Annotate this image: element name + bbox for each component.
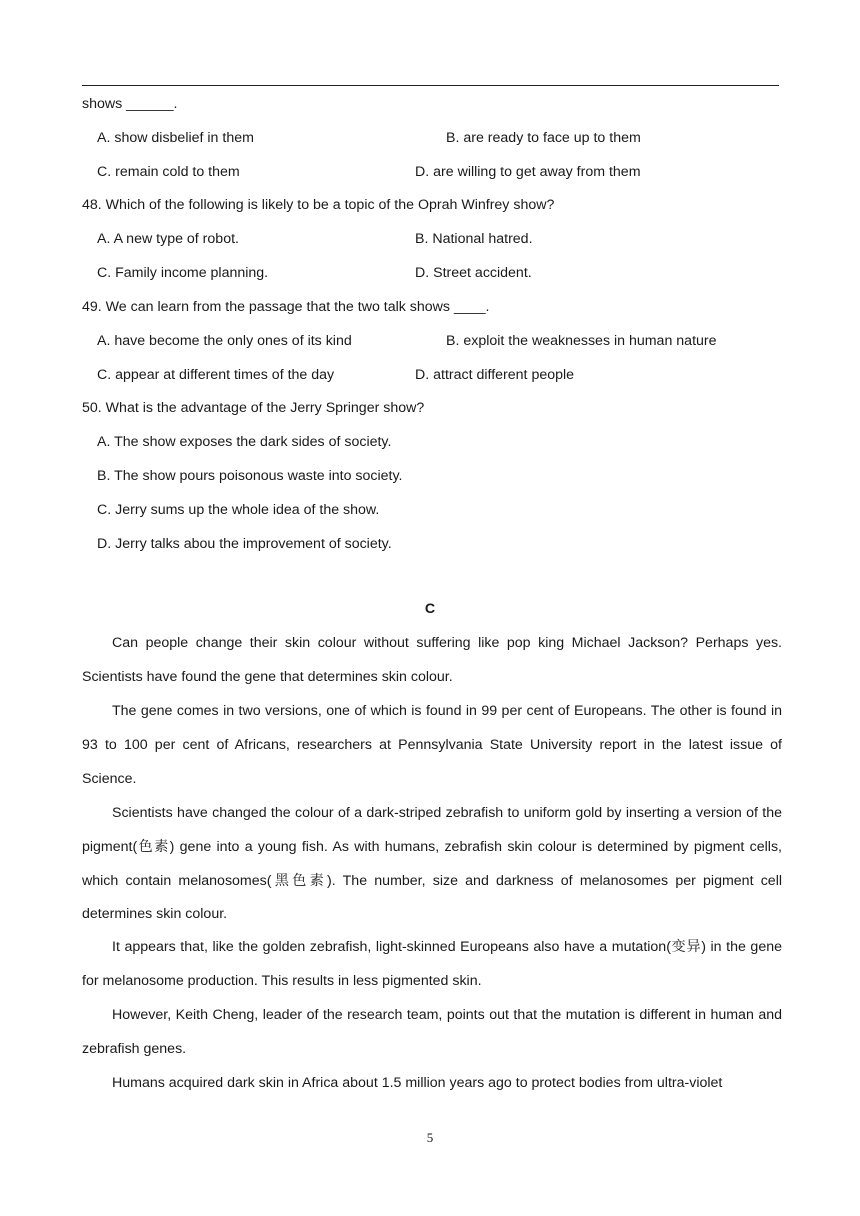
passage-paragraph: It appears that, like the golden zebrafish, light-skinned Europeans also have a mutation(变异) in the gene for melanosome production. This results in less pigmented skin. [82,939,782,989]
q47-stem-tail: shows ______. [82,96,178,112]
q49-stem: 49. We can learn from the passage that the two talk shows ____. [82,299,490,315]
q50-option-a: A. The show exposes the dark sides of society. [97,434,392,450]
section-heading: C [424,601,436,617]
q48-option-a: A. A new type of robot. [97,231,239,247]
passage-paragraph: Humans acquired dark skin in Africa about 1.5 million years ago to protect bodies from ultra-violet [112,1075,723,1091]
q50-stem: 50. What is the advantage of the Jerry Springer show? [82,400,425,416]
q48-option-b: B. National hatred. [415,231,533,247]
passage-paragraph: Scientists have changed the colour of a dark-striped zebrafish to uniform gold by inserting a version of the pigment(色素) gene into a young fish. As with humans, zebrafish skin colour is determined by pigment cells, which contain melanosomes(黑色素). The number, size and darkness of melanosomes per pigment cell determines skin colour. [82,805,782,923]
q48-stem: 48. Which of the following is likely to be a topic of the Oprah Winfrey show? [82,197,555,213]
q49-option-a: A. have become the only ones of its kind [97,333,352,349]
header-rule [82,85,779,86]
q48-option-d: D. Street accident. [415,265,532,281]
passage-paragraph: Can people change their skin colour without suffering like pop king Michael Jackson? Perhaps yes. Scientists have found the gene that determines skin colour. [82,635,782,685]
passage-paragraph: The gene comes in two versions, one of which is found in 99 per cent of Europeans. The other is found in 93 to 100 per cent of Africans, researchers at Pennsylvania State University report in the latest issue of Science. [82,703,782,787]
q47-option-b: B. are ready to face up to them [446,130,641,146]
q50-option-b: B. The show pours poisonous waste into society. [97,468,403,484]
page-number: 5 [426,1130,434,1145]
q49-option-b: B. exploit the weaknesses in human nature [446,333,717,349]
q50-option-d: D. Jerry talks abou the improvement of society. [97,536,392,552]
q50-option-c: C. Jerry sums up the whole idea of the show. [97,502,380,518]
q49-option-d: D. attract different people [415,367,575,383]
passage-paragraph: However, Keith Cheng, leader of the research team, points out that the mutation is different in human and zebrafish genes. [82,1007,782,1057]
q49-option-c: C. appear at different times of the day [97,367,335,383]
q47-option-c: C. remain cold to them [97,164,240,180]
q47-option-a: A. show disbelief in them [97,130,254,146]
q47-option-d: D. are willing to get away from them [415,164,641,180]
q48-option-c: C. Family income planning. [97,265,269,281]
